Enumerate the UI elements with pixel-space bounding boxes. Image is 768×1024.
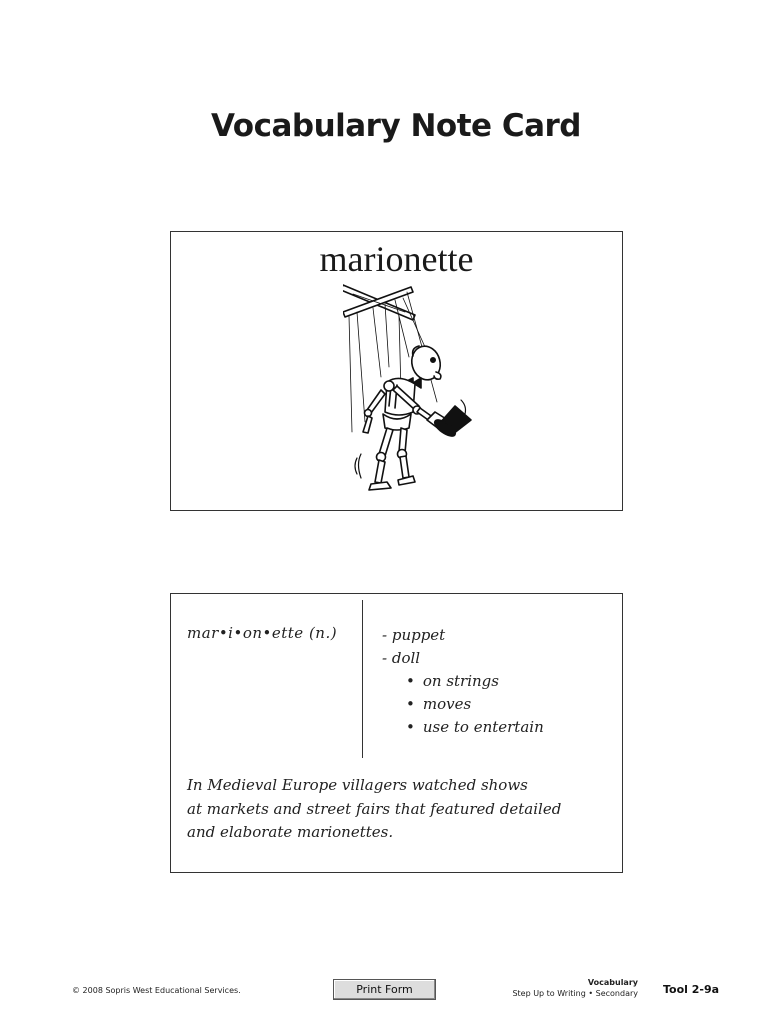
sentence-line: In Medieval Europe villagers watched shows xyxy=(187,776,528,794)
footer-section-label: Vocabulary xyxy=(587,978,638,987)
definition-subitem: • use to entertain xyxy=(382,716,544,739)
example-sentence xyxy=(187,774,607,845)
print-form-button[interactable]: Print Form xyxy=(333,979,436,1000)
footer-source xyxy=(512,978,638,999)
pronunciation: mar•i•on•ette (n.) xyxy=(187,624,338,642)
marionette-illustration xyxy=(343,282,473,507)
note-card-back xyxy=(170,593,623,873)
definition-list xyxy=(382,624,544,739)
copyright-notice: © 2008 Sopris West Educational Services. xyxy=(72,986,241,995)
definition-item: - puppet xyxy=(382,626,446,644)
vocabulary-word: marionette xyxy=(319,239,474,279)
sentence-line: at markets and street fairs that featured detailed xyxy=(187,799,562,818)
page-title: Vocabulary Note Card xyxy=(210,108,581,144)
sentence-line: and elaborate marionettes. xyxy=(187,823,394,841)
definition-item: - doll xyxy=(382,649,421,667)
footer-book-label: Step Up to Writing • Secondary xyxy=(512,989,638,998)
definition-subitem: • moves xyxy=(382,693,544,716)
tool-number: Tool 2-9a xyxy=(663,983,720,996)
definition-subitem: • on strings xyxy=(382,670,544,693)
column-divider xyxy=(362,600,363,758)
note-card-front xyxy=(170,231,623,511)
